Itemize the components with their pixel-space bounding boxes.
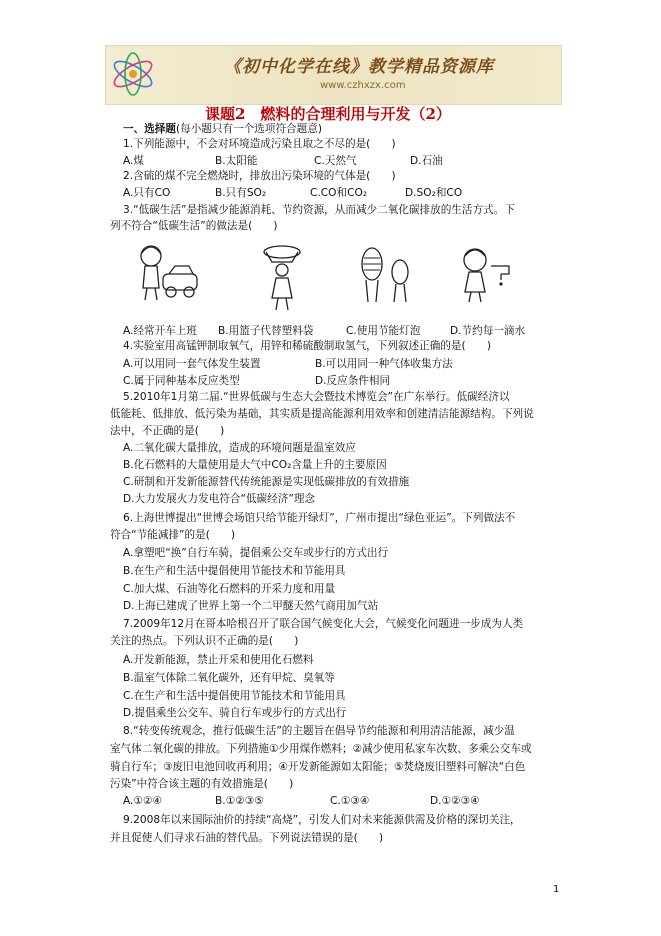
section-heading-label: 一、选择题: [123, 123, 176, 135]
water-tap-illustration: [455, 244, 519, 304]
energy-saving-bulb-illustration: [356, 244, 418, 308]
q3-option-c: C.使用节能灯泡: [346, 325, 421, 337]
q2-option-c: C.CO和CO₂: [310, 187, 368, 199]
q8-stem-line-2: 室气体二氧化碳的排放。下列措施①少用煤作燃料；②减少使用私家车次数、多乘公交车或: [110, 743, 532, 755]
q1-option-a: A.煤: [123, 155, 145, 167]
q3-stem-line-2: 列不符合“低碳生活”的做法是( ): [110, 220, 278, 232]
q7-option-c: C.在生产和生活中提倡使用节能技术和节能用具: [123, 690, 346, 702]
q8-stem-line-1: 8.“转变传统观念，推行低碳生活”的主题旨在倡导节约能源和利用清洁能源，减少温: [123, 725, 515, 737]
q4-option-b: B.可以用同一种气体收集方法: [315, 358, 453, 370]
q8-stem-line-4: 污染”中符合该主题的有效措施是( ): [110, 778, 294, 790]
q4-option-c: C.属于同种基本反应类型: [123, 375, 240, 387]
section-heading: [123, 122, 322, 136]
q4-option-a: A.可以用同一套气体发生装置: [123, 358, 261, 370]
q3-option-d: D.节约每一滴水: [450, 325, 526, 337]
q8-option-a: A.①②④: [123, 795, 162, 807]
q8-option-b: B.①②③⑤: [215, 795, 264, 807]
section-note: (每小题只有一个选项符合题意): [175, 123, 322, 135]
q5-stem-line-1: 5.2010年1月第二届.“世界低碳与生态大会暨技术博览会”在广东举行。低碳经济以: [123, 391, 510, 403]
q5-option-b: B.化石燃料的大量使用是大气中CO₂含量上升的主要原因: [123, 459, 387, 471]
q3-stem-line-1: 3.“低碳生活”是指减少能源消耗、节约资源，从而减少二氧化碳排放的生活方式。下: [123, 204, 515, 216]
q1-option-b: B.太阳能: [215, 155, 258, 167]
banner-url: www.czhxzx.com: [320, 80, 406, 91]
q6-option-b: B.在生产和生活中提倡使用节能技术和节能用具: [123, 565, 346, 577]
basket-shopping-illustration: [256, 242, 308, 312]
q3-option-b: B.用篮子代替塑料袋: [218, 325, 314, 337]
q8-option-c: C.①③④: [330, 795, 370, 807]
q2-option-b: B.只有SO₂: [215, 187, 267, 199]
q5-option-a: A.二氧化碳大量排放，造成的环境问题是温室效应: [123, 442, 356, 454]
q2-stem: 2.含硫的煤不完全燃烧时，排放出污染环境的气体是( ): [123, 170, 396, 182]
q7-stem-line-1: 7.2009年12月在哥本哈根召开了联合国气候变化大会，气候变化问题进一步成为人类: [123, 618, 524, 630]
q6-stem-line-1: 6.上海世博提出“世博会场馆只给节能开绿灯”，广州市提出“绿色亚运”。下列做法不: [123, 512, 516, 524]
q1-option-d: D.石油: [410, 155, 443, 167]
q6-option-a: A.拿塑吧“换”自行车骑，提倡乘公交车或步行的方式出行: [123, 547, 389, 559]
q7-option-d: D.提倡乘坐公交车、骑自行车或步行的方式出行: [123, 707, 347, 719]
q2-option-d: D.SO₂和CO: [405, 187, 463, 199]
q1-stem: 1.下列能源中，不会对环境造成污染且取之不尽的是( ): [123, 138, 396, 150]
header-banner: [105, 45, 562, 105]
page-number: 1: [553, 884, 560, 895]
q1-option-c: C.天然气: [314, 155, 357, 167]
q3-option-a: A.经常开车上班: [123, 325, 197, 337]
q5-option-d: D.大力发展火力发电符合“低碳经济”理念: [123, 493, 315, 505]
q6-option-c: C.加大煤、石油等化石燃料的开采力度和用量: [123, 583, 336, 595]
banner-title: 《初中化学在线》教学精品资源库: [224, 57, 494, 77]
q4-option-d: D.反应条件相同: [315, 375, 391, 387]
q5-stem-line-2: 低能耗、低排放、低污染为基础，其实质是提高能源利用效率和创建清洁能源结构。下列说: [110, 408, 534, 420]
lesson-title: 课题2 燃料的合理利用与开发（2）: [205, 105, 451, 123]
q9-stem-line-2: 并且促使人们寻求石油的替代品。下列说法错误的是( ): [110, 832, 384, 844]
q2-option-a: A.只有CO: [123, 187, 171, 199]
q8-stem-line-3: 骑自行车；③废旧电池回收再利用；④开发新能源如太阳能；⑤焚烧废旧塑料可解决“白色: [110, 761, 526, 773]
driving-car-illustration: [133, 242, 205, 304]
q7-option-a: A.开发新能源，禁止开采和使用化石燃料: [123, 654, 314, 666]
q5-option-c: C.研制和开发新能源替代传统能源是实现低碳排放的有效措施: [123, 476, 410, 488]
atom-logo-icon: [108, 49, 158, 99]
q9-stem-line-1: 9.2008年以来国际油价的持续“高烧”，引发人们对未来能源供需及价格的深切关注，: [123, 814, 521, 826]
q4-stem: 4.实验室用高锰钾制取氧气，用锌和稀硫酸制取氢气，下列叙述正确的是( ): [123, 340, 491, 352]
q6-option-d: D.上海已建成了世界上第一个二甲醚天然气商用加气站: [123, 600, 379, 612]
q8-option-d: D.①②③④: [430, 795, 480, 807]
q6-stem-line-2: 符合“节能减排”的是( ): [110, 529, 236, 541]
q7-stem-line-2: 关注的热点。下列认识不正确的是( ): [110, 635, 299, 647]
q7-option-b: B.温室气体除二氧化碳外，还有甲烷、臭氧等: [123, 672, 335, 684]
q5-stem-line-3: 法中，不正确的是( ): [110, 425, 225, 437]
